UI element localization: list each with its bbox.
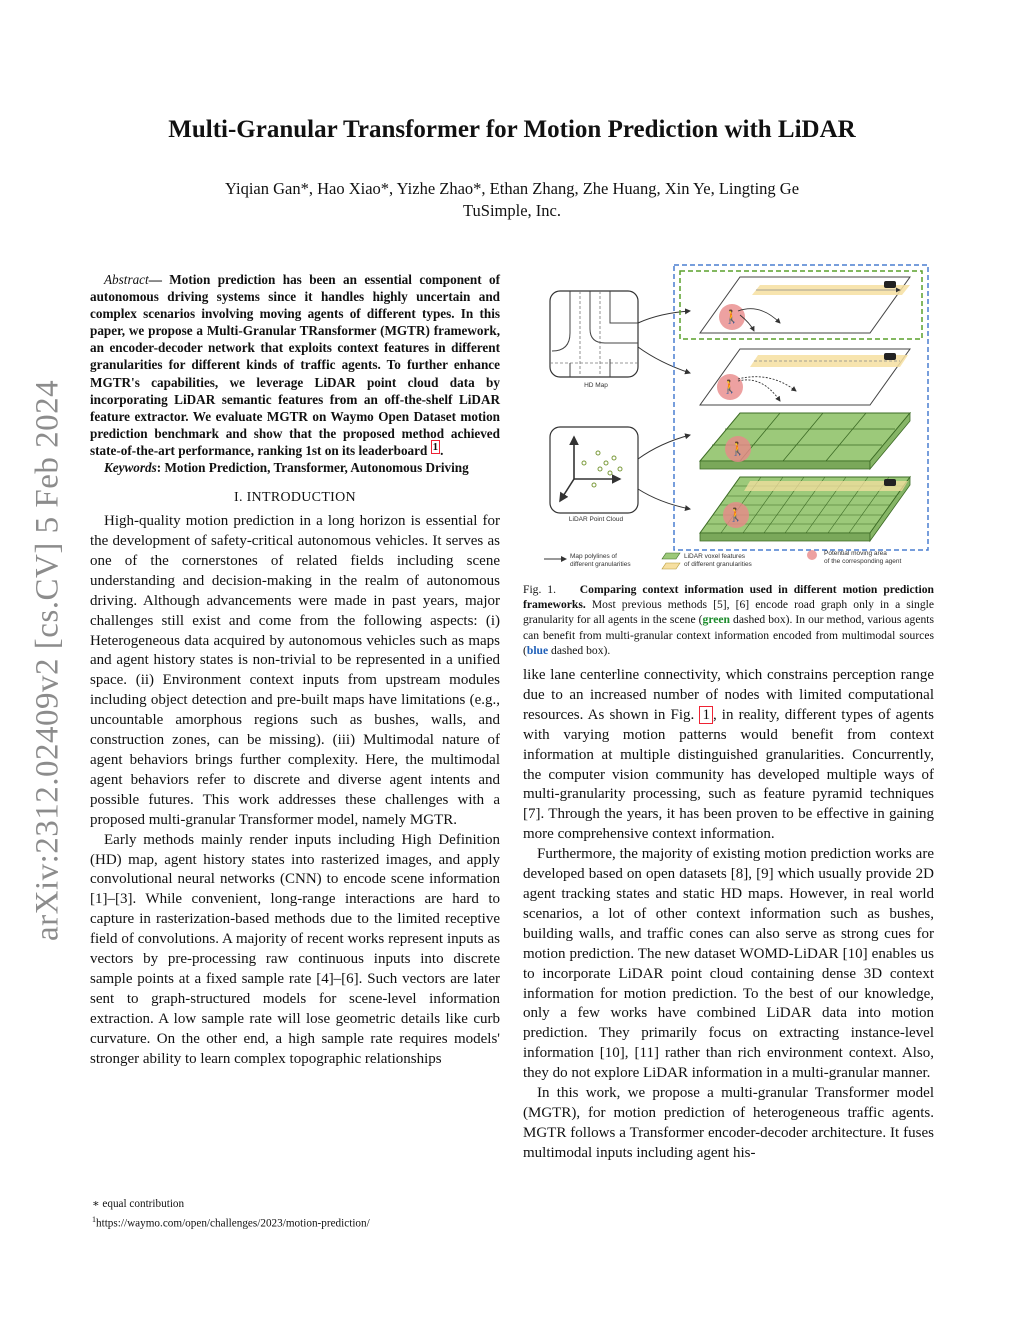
- plane-map-fine: [700, 349, 910, 405]
- legend-area-line1: Potential moving area: [824, 550, 887, 557]
- legend-polylines-line2: different granularities: [570, 561, 631, 568]
- keywords-text: : Motion Prediction, Transformer, Autonomous Driving: [156, 460, 469, 476]
- right-paragraph-1: [523, 666, 934, 845]
- plane-voxel-coarse: [700, 413, 910, 469]
- abstract-end: .: [440, 442, 444, 458]
- intro-paragraph-1: High-quality motion prediction in a long horizon is essential for the development of safety-critical autonomous vehicles. It serves as one of the cornerstones of related fields including scene understanding and decision-making in the realm of autonomous driving. Although advancements were made in past years, major challenges still exist and come from the following aspects: (i) Heterogeneous data acquired by autonomous vehicles such as maps and agent history states is non-trivial to be represented in a unified space. (ii) Environment context inputs from upstream modules including object detection and pre-built maps have limitations (e.g., uncountable amorphous regions such as bushes, walls, and construction zones, can be missing). (iii) Multimodal nature of agent behaviors brings further complexity. Here, the multimodal agent behaviors refer to discrete and diverse agent intents and possible futures. This work addresses these challenges with a proposed multi-granular Transformer model, namely MGTR.: [90, 513, 500, 828]
- left-column: [90, 271, 500, 1070]
- caption-text-b: dashed box). In our method, various agents can benefit from multi-granular context information encoded from multimodal sources (: [523, 613, 935, 657]
- lidar-label: LiDAR Point Cloud: [568, 516, 624, 523]
- caption-text-a: Most previous methods [5], [6] encode road graph only in a single granularity for all agents in the scene (: [523, 598, 934, 627]
- svg-text:🚶: 🚶: [729, 441, 747, 456]
- right-p1-b: , in reality, different types of agents with varying motion patterns would benefit from context information at multiple distinguished granularities. Concurrently, the computer vision community has developed multiple ways of multi-granularity processing, such as feature pyramid techniques [7]. Through the years, it has been proven to be effective in gaining more comprehensive context information.: [523, 706, 935, 843]
- affiliation: TuSimple, Inc.: [463, 201, 561, 220]
- right-paragraph-3: In this work, we propose a multi-granular Transformer model (MGTR), for motion prediction of heterogeneous traffic agents. MGTR follows a Transformer encoder-decoder architecture. It fuses multimodal inputs including agent his-: [523, 1085, 934, 1161]
- caption-bold: Comparing context information used in different motion prediction frameworks.: [523, 583, 935, 612]
- legend-voxel-line2: of different granularities: [684, 561, 752, 568]
- footnote-url[interactable]: https://waymo.com/open/challenges/2023/motion-prediction/: [96, 1217, 370, 1230]
- abstract-label: Abstract: [104, 272, 149, 287]
- lidar-point-cloud-inset: [550, 427, 638, 513]
- figure-ref-link[interactable]: 1: [699, 706, 713, 724]
- footnote-link[interactable]: 1: [432, 440, 439, 453]
- legend-area-line2: of the corresponding agent: [824, 558, 902, 565]
- footnotes: [90, 1196, 500, 1232]
- arxiv-identifier: arXiv:2312.02409v2 [cs.CV] 5 Feb 2024: [29, 379, 66, 941]
- legend-polylines-line1: Map polylines of: [570, 553, 617, 560]
- footnote-mark: 1: [92, 1215, 96, 1224]
- figure-1-diagram: [540, 263, 932, 575]
- plane-voxel-fine: [700, 477, 910, 541]
- plane-map-coarse: [700, 277, 910, 333]
- footnote-url-line: [90, 1212, 500, 1232]
- svg-text:🚶: 🚶: [723, 309, 741, 324]
- abstract: [90, 271, 500, 459]
- section-heading-introduction: I. INTRODUCTION: [234, 490, 356, 506]
- keywords: [90, 459, 500, 476]
- right-column: [523, 666, 934, 1164]
- hd-map-label: HD Map: [584, 382, 608, 389]
- caption-label: Fig. 1.: [523, 583, 557, 596]
- svg-text:🚶: 🚶: [721, 379, 739, 394]
- footnote-equal-contribution: ∗ equal contribution: [92, 1198, 185, 1210]
- svg-text:🚶: 🚶: [727, 507, 745, 522]
- figure-caption: [523, 582, 934, 658]
- right-p1-a: like lane centerline connectivity, which constrains perception range due to an increased number of nodes with limited computational resources. As shown in Fig.: [523, 667, 934, 723]
- caption-text-c: dashed box).: [548, 643, 611, 657]
- abstract-text: — Motion prediction has been an essential component of autonomous driving systems since it handles highly uncertain and complex scenarios involving moving agents of different types. In this paper, we propose a Multi-Granular TRansformer (MGTR) framework, an encoder-decoder network that exploits context features in different granularities for different kinds of traffic agents. To further enhance MGTR's capabilities, we leverage LiDAR point cloud data by incorporating LiDAR semantic features from an off-the-shelf LiDAR feature extractor. We evaluate MGTR on Waymo Open Dataset motion prediction benchmark and show that the proposed method achieved state-of-the-art performance, ranking 1st on its leaderboard: [90, 272, 500, 458]
- caption-blue-word: blue: [526, 643, 549, 657]
- hd-map-inset: [550, 291, 638, 377]
- caption-green-word: green: [702, 613, 730, 627]
- paper-title: Multi-Granular Transformer for Motion Prediction with LiDAR: [168, 116, 856, 143]
- author-list: Yiqian Gan*, Hao Xiao*, Yizhe Zhao*, Ethan Zhang, Zhe Huang, Xin Ye, Lingting Ge: [224, 179, 800, 198]
- intro-paragraph-2: Early methods mainly render inputs including High Definition (HD) map, agent history states into rasterized images, and apply convolutional neural networks (CNN) to encode scene information [1]–[3]. While convenient, long-range interactions are hard to capture in rasterization-based methods due to the limited receptive field of convolutions. A majority of recent works represent inputs as vectors by pre-processing raw continuous inputs into discrete sample points at a fixed sample rate [4]–[6]. Such vectors are later sent to graph-structured models for scene-level information extraction. A low sample rate will lose geometric details like curb curvature. On the other end, a high sample rate requires models' stronger ability to learn complex topographic relationships: [90, 831, 500, 1067]
- keywords-label: Keywords: [104, 460, 157, 476]
- figure-legend: [544, 550, 902, 569]
- legend-voxel-line1: LiDAR voxel features: [684, 553, 746, 560]
- right-paragraph-2: Furthermore, the majority of existing motion prediction works are developed based on open datasets [8], [9] which usually provide 2D agent tracking states and static HD maps. However, in real world scenarios, a lot of other context information such as bushes, building walls, and traffic cones can also serve as strong cues for motion prediction. The new dataset WOMD-LiDAR [10] enables us to incorporate LiDAR point cloud containing dense 3D context information for motion prediction. To the best of our knowledge, only a few works have combined LiDAR data into motion prediction. They primarily focus on extracting instance-level information [10], [11] rather than rich environment context. Also, they do not explore LiDAR information in a multi-granular manner.: [523, 846, 934, 1082]
